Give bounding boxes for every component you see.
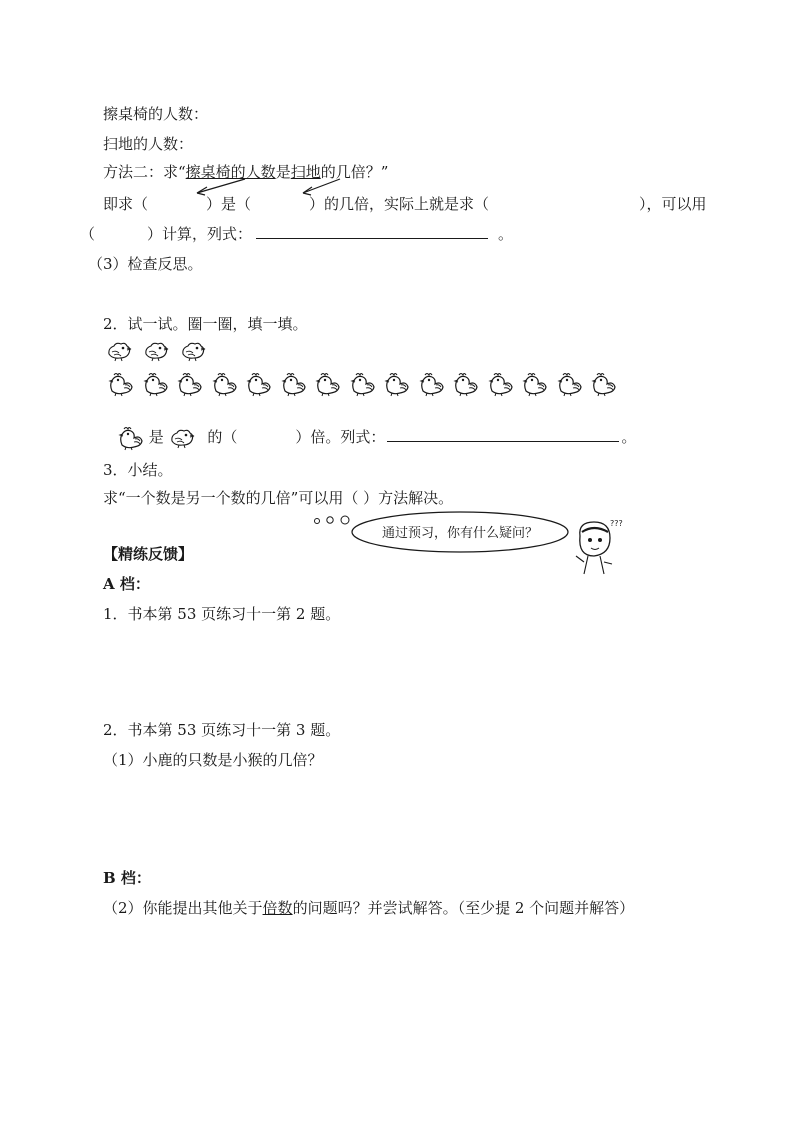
reflect-label: （3）检查反思。 <box>88 255 203 273</box>
practice-q2-1-text: （1）小鹿的只数是小猴的几倍？ <box>103 751 323 769</box>
rooster-icon <box>244 371 272 397</box>
b-level-text: B 档： <box>103 869 151 887</box>
answer-line-1[interactable] <box>256 224 488 239</box>
bubble-text: 通过预习，你有什么疑问？ <box>381 526 539 541</box>
fill-times: ）倍。列式： <box>295 428 386 446</box>
practice-q2-1 <box>103 750 323 770</box>
svg-text:???: ??? <box>610 519 623 528</box>
practice-q1-text: 1．书本第 53 页练习十一第 2 题。 <box>103 605 341 623</box>
small-bird-icon <box>143 340 169 362</box>
q2-2-part-2: 的问题吗？并尝试解答。（至少提 2 个问题并解答） <box>292 899 635 917</box>
thought-bubble <box>305 506 575 556</box>
rooster-icon <box>555 371 583 397</box>
try-heading <box>103 314 308 334</box>
rooster-icon <box>106 371 134 397</box>
practice-heading-text: 【精练反馈】 <box>103 545 194 563</box>
practice-q2-text: 2．书本第 53 页练习十一第 3 题。 <box>103 721 341 739</box>
summary-heading-text: 3．小结。 <box>103 461 173 479</box>
fill-end: 。 <box>621 428 637 446</box>
rooster-icon <box>486 371 514 397</box>
q2-2-term: 倍数 <box>262 899 293 917</box>
line-ask <box>103 194 707 214</box>
calc-part-2: ）计算，列式： <box>147 225 253 243</box>
a-level <box>103 574 150 594</box>
calc-part-1: （ <box>80 225 96 243</box>
ask-part-1: 即求（ <box>103 195 149 213</box>
method-two-prefix: 方法二：求“ <box>103 163 186 181</box>
rooster-icon <box>141 371 169 397</box>
line-reflect <box>88 254 203 274</box>
line-sweepers <box>103 134 193 154</box>
method-two-suffix: 的几倍？” <box>320 163 389 181</box>
label-sweepers: 扫地的人数： <box>103 135 194 153</box>
b-level <box>103 868 151 888</box>
fill-of: 的（ <box>207 428 238 446</box>
thinking-kid-icon <box>566 516 636 582</box>
rooster-icon <box>589 371 617 397</box>
line-calc <box>80 224 513 244</box>
rooster-icon <box>382 371 410 397</box>
rooster-icon <box>520 371 548 397</box>
small-bird-icon <box>180 340 206 362</box>
rooster-icon <box>116 425 144 451</box>
method-two-term-a: 擦桌椅的人数 <box>185 163 276 181</box>
try-fill-line <box>116 422 636 452</box>
rooster-icon <box>279 371 307 397</box>
rooster-icon <box>417 371 445 397</box>
q2-2-part-1: （2）你能提出其他关于 <box>103 899 263 917</box>
fill-is: 是 <box>148 428 164 446</box>
small-bird-icon <box>169 427 195 449</box>
rooster-icon <box>175 371 203 397</box>
rooster-icon <box>210 371 238 397</box>
summary-heading <box>103 460 173 480</box>
ask-part-2: ）是（ <box>206 195 252 213</box>
ask-part-4: ），可以用 <box>639 195 707 213</box>
rooster-icon <box>348 371 376 397</box>
try-heading-text: 2．试一试。圈一圈，填一填。 <box>103 315 308 333</box>
rooster-icon <box>313 371 341 397</box>
practice-q2 <box>103 720 340 740</box>
method-two-mid: 是 <box>275 163 291 181</box>
practice-heading <box>103 544 193 564</box>
method-two-term-b: 扫地 <box>290 163 321 181</box>
ask-part-3: ）的几倍，实际上就是求（ <box>309 195 490 213</box>
practice-q2-2 <box>103 898 634 918</box>
calc-part-3: 。 <box>498 225 514 243</box>
label-cleaners: 擦桌椅的人数： <box>103 105 209 123</box>
line-cleaners <box>103 104 208 124</box>
summary-question[interactable]: 求“一个数是另一个数的几倍”可以用（ ）方法解决。 <box>103 489 454 507</box>
practice-q1 <box>103 604 340 624</box>
rooster-icon <box>451 371 479 397</box>
a-level-text: A 档： <box>103 575 150 593</box>
small-bird-icon <box>106 340 132 362</box>
summary-text <box>103 488 453 508</box>
answer-line-2[interactable] <box>387 427 619 442</box>
